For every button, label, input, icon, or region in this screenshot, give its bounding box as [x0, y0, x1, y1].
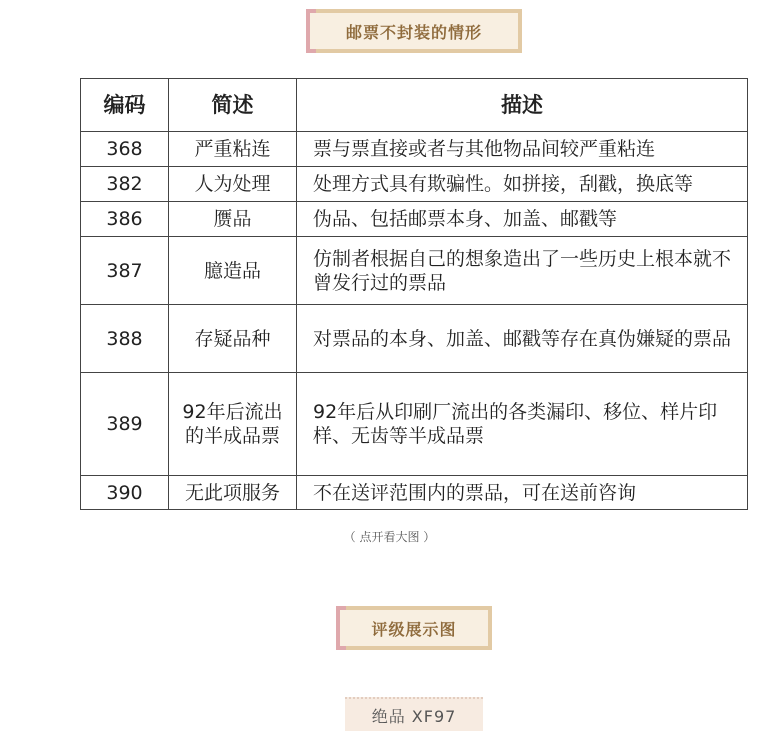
cell-brief: 无此项服务	[169, 476, 297, 510]
cell-code: 389	[81, 373, 169, 476]
cell-desc: 不在送评范围内的票品，可在送前咨询	[297, 476, 748, 510]
cell-code: 387	[81, 237, 169, 305]
cell-code: 368	[81, 132, 169, 167]
grade-label: 绝品 XF97	[345, 697, 483, 731]
cell-desc: 伪品、包括邮票本身、加盖、邮戳等	[297, 202, 748, 237]
cell-brief: 存疑品种	[169, 305, 297, 373]
section-title-badge	[306, 9, 522, 53]
cell-brief: 臆造品	[169, 237, 297, 305]
table-row	[81, 237, 748, 305]
cell-code: 382	[81, 167, 169, 202]
section-title: 邮票不封装的情形	[310, 13, 518, 49]
header-brief: 简述	[169, 79, 297, 132]
cell-code: 390	[81, 476, 169, 510]
header-code: 编码	[81, 79, 169, 132]
cell-brief: 人为处理	[169, 167, 297, 202]
grading-title: 评级展示图	[340, 610, 488, 646]
cell-desc: 仿制者根据自己的想象造出了一些历史上根本就不曾发行过的票品	[297, 237, 748, 305]
cell-desc: 对票品的本身、加盖、邮戳等存在真伪嫌疑的票品	[297, 305, 748, 373]
cell-desc: 92年后从印刷厂流出的各类漏印、移位、样片印样、无齿等半成品票	[297, 373, 748, 476]
cell-brief: 严重粘连	[169, 132, 297, 167]
cell-brief: 赝品	[169, 202, 297, 237]
table-row	[81, 305, 748, 373]
cell-desc: 票与票直接或者与其他物品间较严重粘连	[297, 132, 748, 167]
cell-desc: 处理方式具有欺骗性。如拼接，刮戳，换底等	[297, 167, 748, 202]
rejection-code-table	[80, 78, 748, 510]
table-row	[81, 476, 748, 510]
grading-title-badge	[336, 606, 492, 650]
cell-brief: 92年后流出的半成品票	[169, 373, 297, 476]
table-row	[81, 167, 748, 202]
table-row	[81, 202, 748, 237]
table-header-row	[81, 79, 748, 132]
header-desc: 描述	[297, 79, 748, 132]
cell-code: 386	[81, 202, 169, 237]
view-larger-caption[interactable]: （ 点开看大图 ）	[343, 530, 436, 544]
table-row	[81, 132, 748, 167]
table-row	[81, 373, 748, 476]
cell-code: 388	[81, 305, 169, 373]
